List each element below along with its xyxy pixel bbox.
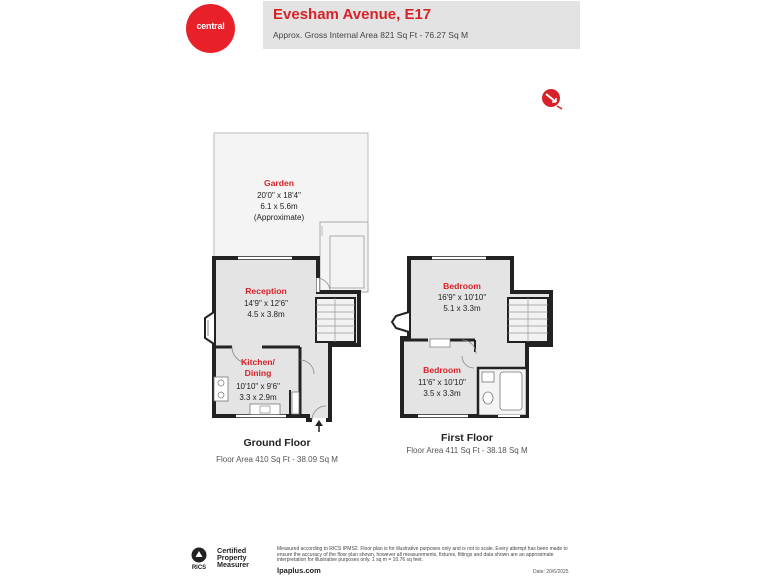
first-floor-title: First Floor [441,432,493,444]
bedroom1-label: Bedroom [443,281,481,291]
page-subtitle: Approx. Gross Internal Area 821 Sq Ft - 76.27 Sq M [273,30,469,40]
ground-floor-area: Floor Area 410 Sq Ft - 38.09 Sq M [216,455,338,464]
reception-dim-metric: 4.5 x 3.8m [247,310,285,319]
kitchen-label-line1: Kitchen/ [241,357,275,367]
cert-line1: Certified [217,546,247,555]
first-floor-area: Floor Area 411 Sq Ft - 38.18 Sq M [406,446,528,455]
bedroom2-dim-imperial: 11'6" x 10'10" [418,378,466,387]
basin [482,372,494,382]
bedroom1-dim-imperial: 16'9" x 10'10" [437,293,487,302]
hob [214,377,228,401]
garden-note: (Approximate) [253,213,305,222]
kitchen-dim-metric: 3.3 x 2.9m [239,393,277,402]
certified-measurer-label [217,547,269,569]
disclaimer-text: Measured according to RICS IPMS2. Floor plan is for illustrative purposes only and is not to scale. Every attempt has been made to ensure the accuracy of the floor plan shown, however all measurements, fixtures, fittings and data shown are an approximate interpretation for illustrative purposes only. 1 sq m = 10.76 sq feet. [277,546,568,564]
rics-logo-icon [187,546,211,570]
rics-label: RICS [191,565,207,570]
page-title: Evesham Avenue, E17 [273,6,432,23]
cert-line3: Measurer [217,560,249,570]
sink [250,404,280,415]
toilet [483,392,493,404]
bedroom2-dim-metric: 3.5 x 3.3m [423,389,461,398]
plan-date: Date: 20/6/2025 [533,569,569,575]
ground-floor-title: Ground Floor [243,437,311,449]
garden-label: Garden [263,178,295,188]
kitchen-label-line2: Dining [244,368,272,378]
bedroom2-label: Bedroom [423,365,461,375]
reception-dim-imperial: 14'9" x 12'6" [244,299,288,308]
bedroom1-dim-metric: 5.1 x 3.3m [443,304,481,313]
garden-dim-imperial: 20'0" x 18'4" [257,191,301,200]
garden-shed [320,222,368,292]
cert-line2: Property [217,553,247,563]
bath [500,372,522,410]
garden-dim-metric: 6.1 x 5.6m [260,202,298,211]
reception-label: Reception [245,286,287,296]
website-link[interactable]: lpaplus.com [277,566,321,575]
brand-logo-text: central [196,21,225,31]
kitchen-dim-imperial: 10'10" x 9'6" [236,382,280,391]
